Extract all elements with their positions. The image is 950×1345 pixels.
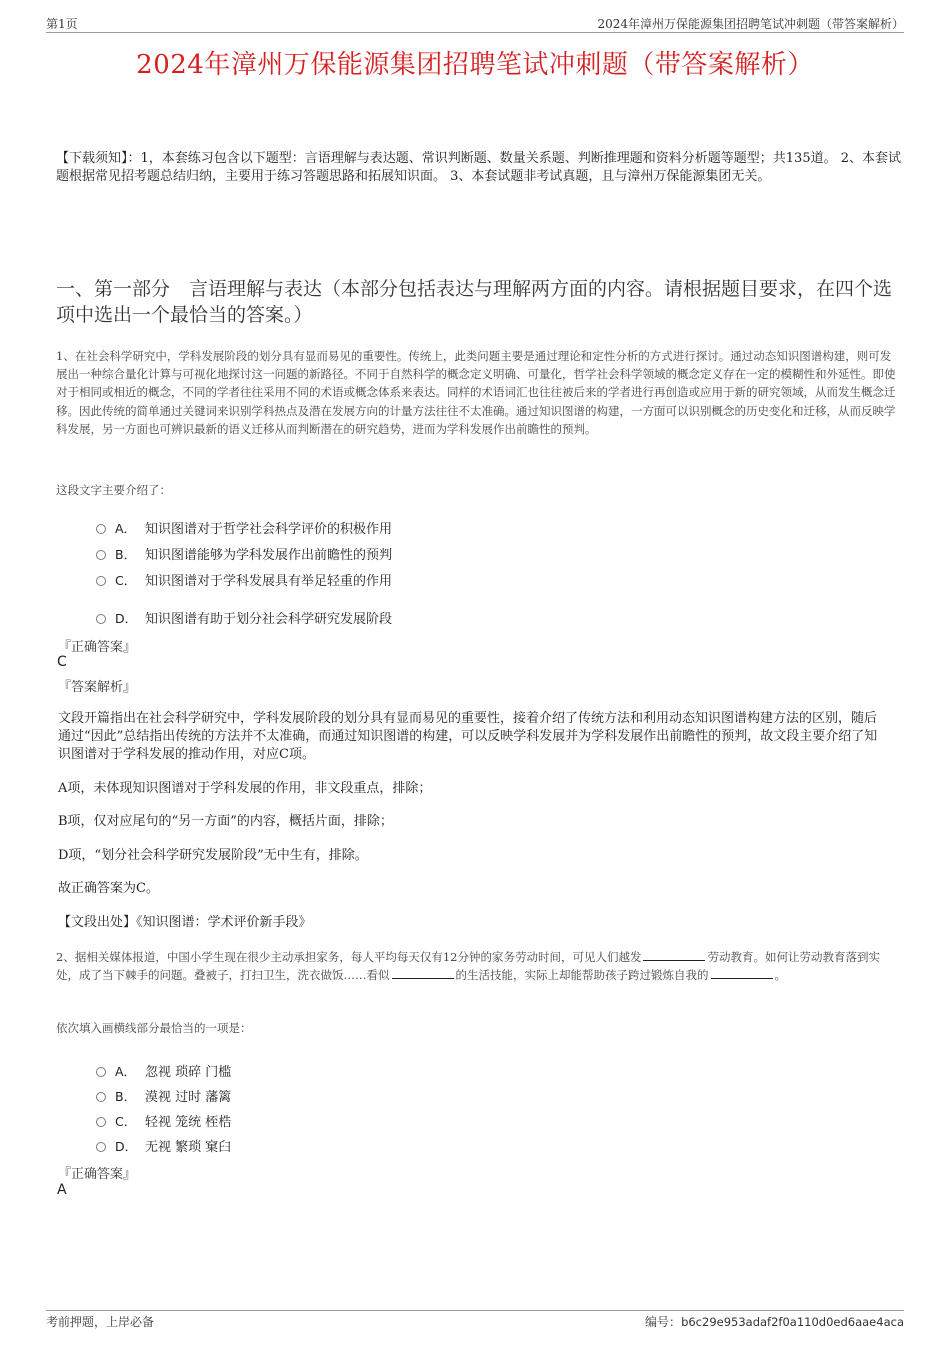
q1-source: 【文段出处】《知识图谱：学术评价新手段》	[58, 915, 312, 930]
radio-icon[interactable]	[96, 524, 106, 534]
option-letter: B．	[115, 1089, 137, 1104]
footer-divider	[46, 1310, 904, 1311]
section-heading: 一、第一部分 言语理解与表达（本部分包括表达与理解两方面的内容。请根据题目要求，在四个选项中选出一个最恰当的答案。）	[56, 278, 893, 326]
option-text: 知识图谱能够为学科发展作出前瞻性的预判	[145, 548, 393, 563]
q1-option-a[interactable]	[96, 518, 392, 537]
q1-option-b[interactable]	[96, 544, 392, 563]
q1-analysis-a: A项，未体现知识图谱对于学科发展的作用，非文段重点，排除；	[58, 781, 432, 796]
q1-analysis-label: 『答案解析』	[58, 680, 137, 695]
radio-icon[interactable]	[96, 614, 106, 624]
option-letter: A．	[115, 521, 137, 536]
q2-option-a[interactable]	[96, 1061, 231, 1080]
q1-option-c[interactable]	[96, 570, 392, 589]
fill-blank-2	[392, 966, 454, 979]
q1-analysis-conclusion: 故正确答案为C。	[58, 881, 159, 896]
option-letter: C．	[115, 573, 137, 588]
q2-text-part-3: 的生活技能，实际上却能帮助孩子跨过锻炼自我的	[455, 968, 709, 983]
q1-answer: C	[57, 654, 67, 670]
option-text: 漠视 过时 藩篱	[145, 1090, 232, 1105]
question-2-text	[56, 948, 896, 984]
fill-blank-3	[711, 966, 773, 979]
option-letter: D．	[115, 611, 138, 626]
header-divider	[46, 32, 904, 33]
q2-answer: A	[57, 1182, 67, 1198]
radio-icon[interactable]	[96, 1092, 106, 1102]
footer-slogan: 考前押题，上岸必备	[46, 1315, 155, 1329]
q1-option-d[interactable]	[96, 608, 392, 627]
fill-blank-1	[643, 948, 705, 961]
option-text: 轻视 笼统 桎梏	[145, 1115, 232, 1130]
radio-icon[interactable]	[96, 1117, 106, 1127]
q1-analysis-b: B项，仅对应尾句的“另一方面”的内容，概括片面，排除；	[58, 814, 393, 829]
q2-answer-label: 『正确答案』	[58, 1167, 137, 1182]
option-text: 知识图谱有助于划分社会科学研究发展阶段	[145, 612, 393, 627]
footer-code-label: 编号：	[645, 1315, 682, 1329]
q2-option-d[interactable]	[96, 1136, 231, 1155]
radio-icon[interactable]	[96, 550, 106, 560]
q2-text-part-4: 。	[774, 968, 786, 983]
question-1-prompt: 这段文字主要介绍了：	[56, 483, 171, 497]
q2-text-part-1: 2、据相关媒体报道，中国小学生现在很少主动承担家务，每人平均每天仅有12分钟的家务劳动时间，可见人们越发	[56, 950, 642, 964]
option-letter: A．	[115, 1064, 137, 1079]
option-text: 知识图谱对于学科发展具有举足轻重的作用	[145, 574, 393, 589]
download-notice: 【下载须知】：1，本套练习包含以下题型：言语理解与表达题、常识判断题、数量关系题、判断推理题和资料分析题等题型；共135道。 2、本套试题根据常见招考题总结归纳，主要用于练习答题思路和拓展知识面。 3、本套试题非考试真题，且与漳州万保能源集团无关。	[56, 151, 901, 184]
option-letter: D．	[115, 1139, 138, 1154]
q1-analysis-summary: 文段开篇指出在社会科学研究中，学科发展阶段的划分具有显而易见的重要性，接着介绍了传统方法和利用动态知识图谱构建方法的区别，随后通过“因此”总结指出传统的方法并不太准确，而通过知识图谱的构建，可以反映学科发展并为学科发展作出前瞻性的预判，故文段主要介绍了知识图谱对于学科发展的推动作用，对应C项。	[58, 711, 878, 762]
radio-icon[interactable]	[96, 1067, 106, 1077]
page-number: 第1页	[46, 17, 78, 31]
q1-analysis-d: D项，“划分社会科学研究发展阶段”无中生有，排除。	[58, 848, 368, 863]
footer-code	[645, 1313, 904, 1330]
document-title: 2024年漳州万保能源集团招聘笔试冲刺题（带答案解析）	[136, 50, 814, 80]
option-letter: C．	[115, 1114, 137, 1129]
option-letter: B．	[115, 547, 137, 562]
q2-text-part-2: 劳动教育。如何让劳动教育落到实处，成了当下棘手的问题。叠被子，打扫卫生，洗衣做饭……看似	[56, 950, 880, 983]
option-text: 忽视 琐碎 门槛	[145, 1065, 232, 1080]
q2-option-c[interactable]	[96, 1111, 231, 1130]
header-doc-title: 2024年漳州万保能源集团招聘笔试冲刺题（带答案解析）	[597, 17, 904, 31]
question-1-text: 1、在社会科学研究中，学科发展阶段的划分具有显而易见的重要性。传统上，此类问题主要是通过理论和定性分析的方式进行探讨。通过动态知识图谱构建，则可发展出一种综合量化计算与可视化地探讨这一问题的新路径。不同于自然科学的概念定义明确、可量化，哲学社会科学领域的概念定义存在一定的模糊性和外延性。即使对于相同或相近的概念，不同的学者往往采用不同的术语或概念体系来表达。同样的术语词汇也往往被后来的学者进行再创造或应用于新的研究领域，从而发生概念迁移。因此传统的简单通过关键词来识别学科热点及潜在发展方向的计量方法往往不太准确。通过知识图谱的构建，一方面可以识别概念的历史变化和迁移，从而反映学科发展，另一方面也可辨识最新的语义迁移从而判断潜在的研究趋势，进而为学科发展作出前瞻性的预判。	[56, 349, 896, 436]
footer-code-value: b6c29e953adaf2f0a110d0ed6aae4aca	[681, 1315, 904, 1329]
q1-answer-label: 『正确答案』	[58, 640, 137, 655]
question-2-prompt: 依次填入画横线部分最恰当的一项是：	[56, 1021, 252, 1035]
option-text: 无视 繁琐 窠臼	[145, 1140, 232, 1155]
q2-option-b[interactable]	[96, 1086, 231, 1105]
option-text: 知识图谱对于哲学社会科学评价的积极作用	[145, 522, 393, 537]
radio-icon[interactable]	[96, 576, 106, 586]
radio-icon[interactable]	[96, 1142, 106, 1152]
